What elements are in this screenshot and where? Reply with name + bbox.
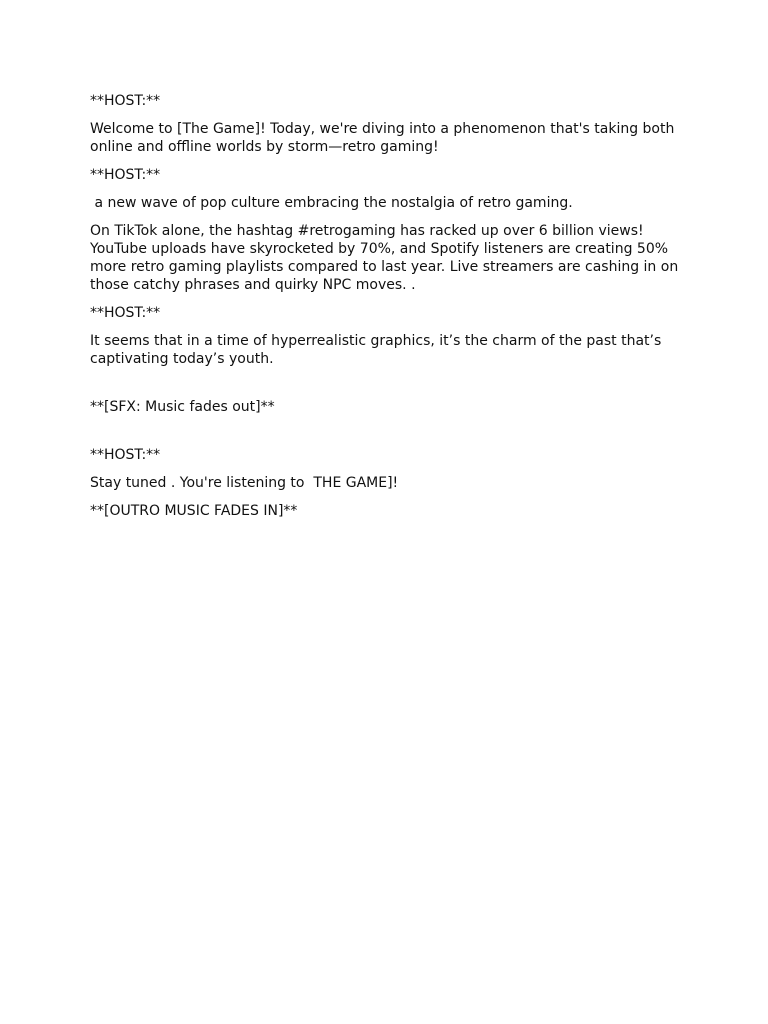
charm-paragraph: It seems that in a time of hyperrealistic graphics, it’s the charm of the past that’s captivating today’s youth. <box>90 333 666 367</box>
blank-line <box>90 378 680 398</box>
sign-off-paragraph: Stay tuned . You're listening to THE GAME]! <box>90 475 399 491</box>
pop-culture-paragraph: a new wave of pop culture embracing the nostalgia of retro gaming. <box>90 195 573 211</box>
speaker-label: **HOST:** <box>90 167 161 183</box>
speaker-label: **HOST:** <box>90 93 161 109</box>
speaker-label: **HOST:** <box>90 447 161 463</box>
sfx-cue: **[SFX: Music fades out]** <box>90 399 275 415</box>
speaker-label: **HOST:** <box>90 305 161 321</box>
blank-line <box>90 426 680 446</box>
welcome-paragraph: Welcome to [The Game]! Today, we're diving into a phenomenon that's taking both online and offline worlds by storm—retro gaming! <box>90 121 679 155</box>
stats-paragraph: On TikTok alone, the hashtag #retrogaming has racked up over 6 billion views! YouTube uploads have skyrocketed by 70%, and Spotify listeners are creating 50% more retro gaming playlists compared to last year. Live streamers are cashing in on those catchy phrases and quirky NPC moves. . <box>90 223 683 293</box>
outro-cue: **[OUTRO MUSIC FADES IN]** <box>90 503 298 519</box>
script-body <box>90 92 683 530</box>
